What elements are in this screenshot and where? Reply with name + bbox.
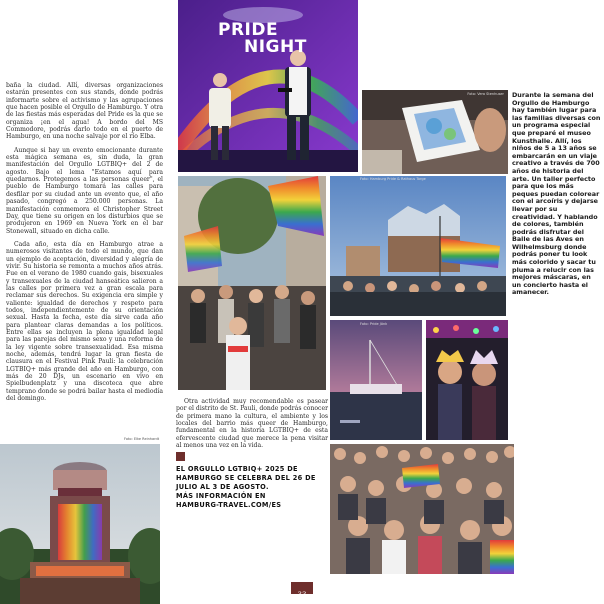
elbphil-illustration [330,176,506,316]
article-paragraph-2: Aunque si hay un evento emocionante durante esta mágica semana es, sin duda, la gran manifestación del Orgullo LGTBIQ+ del 2 de agosto. Bajo el lema "Estamos aquí para quedarnos. Protegemos a las personas queer", el pueblo de Hamburgo tomará las calles para desfilar por su ciudad ante un evento que, el año pasado, congregó a 250.000 personas. La manifestación conmemora el Christopher Street Day, que tiene su origen en los disturbios que se produjeron en 1969 en Nueva York en el bar Stonewall, situado en dicha calle. [6,146,163,235]
crowd-illustration [330,444,514,574]
photo-credit-kunsthalle: Foto: Vera Stenhuser [467,92,504,96]
pride-night-sign [218,22,328,56]
page-number-box [291,582,313,599]
article-left-column [6,82,163,430]
info-box-accent-square [176,452,185,461]
article-paragraph-1: baña la ciudad. Allí, diversas organizaciones estarán presentes con sus stands, donde podrás informarte sobre el activismo y las agrupaciones que hacen posible el Orgullo de Hamburgo. Y otra de las fiestas más esperadas del Pride es la que se organiza ¡en el agua! A bordo del MS Commodore, podrás darlo todo en el puerto de Hamburgo, en una noche salvaje por el río Elba. [6,82,163,141]
pride-night-sign-line2: NIGHT [244,37,307,57]
info-box-line-3: JULIO AL 3 DE AGOSTO. [176,483,269,491]
info-box-line-1: EL ORGULLO LGTBIQ+ 2025 DE [176,465,298,473]
middle-text: Otra actividad muy recomendable es pasear por el distrito de St. Pauli, donde podrás conocer de primera mano la cultura, el ambiente y los locales del barrio más queer de Hamburgo, fundamental en la historia LGTBIQ+ de esta efervescente ciudad que merece la pena visitar al menos una vez en la vida. [176,398,328,450]
photo-credit-elbphil: Foto: Hamburg Pride & Rathaus Torge [360,177,426,181]
photo-credit-river: Foto: Pride Jönk [360,322,388,326]
info-box-line-4: MÁS INFORMACIÓN EN [176,492,266,500]
crowd-photo [330,444,514,574]
parade-illustration [178,176,326,390]
info-box [176,452,328,510]
info-box-line-5: HAMBURG-TRAVEL.COM/ES [176,501,282,509]
craft-illustration [362,90,508,174]
kunsthalle-craft-photo [362,90,508,174]
sidebar-text: Durante la semana del Orgullo de Hamburgo hay también lugar para las familias diversas con un programa especial que preparé el museo Kunsthalle. Allí, los niños de 5 a 13 años se embarcarán en un viaje creativo a través de 700 años de historia del arte. Un taller perfecto para que los más peques puedan colorear con el arcoíris y dejarse llevar por su creatividad. Y hablando de colores, también podrás disfrutar del Baile de las Aves en Wilhelmsburg donde podrás poner tu look más colorido y sacar tu pluma a relucir con las mejores máscaras, en un concierto hasta el amanecer. [512,91,601,297]
river-boat-photo [330,320,422,440]
article-paragraph-3: Cada año, esta día en Hamburgo atrae a numerosos visitantes de todo el mundo, que dan un ejemplo de aceptación, diversidad y alegría de vivir. Su historia se remonta a muchos años atrás. Fue en el verano de 1980 cuando gais, bisexuales y transexuales de la ciudad hanseática salieron a las calles por primera vez a gran escala para reclamar sus derechos. Su exigencia era simple y valiente: igualdad de derechos y respeto para todos, independientemente de su orientación sexual. Hasta la fecha, este día sirve cada año para plantear claras demandas a los políticos. Entre ellas se incluyen la plena igualdad legal para las parejas del mismo sexo y una reforma de la ley vigente sobre transexualidad. Esa misma noche, además, tendrá lugar la gran fiesta de clausura en el Festival Pink Pauli: la celebración LGTBIQ+ más grande del año en Hamburgo, con más de 20 DJs, un escenario en vivo en Spielbudenplatz y una discoteca que abre temprano donde se podrá bailar hasta el mediodía del domingo. [6,240,163,403]
planetarium-illustration [0,444,160,604]
info-box-line-2: HAMBURGO SE CELEBRA DEL 26 DE [176,474,316,482]
river-illustration [330,320,422,440]
party-illustration [426,320,508,440]
parade-street-photo [178,176,326,390]
photo-credit-planetarium-label: Foto: Elke Reinhardt [124,437,160,441]
pride-night-sign-line1: PRIDE [218,20,279,40]
mask-party-photo [426,320,508,440]
page-number: 33 [297,591,307,599]
pride-night-stage-photo [178,0,358,172]
elbphilharmonie-photo [330,176,506,316]
planetarium-photo [0,444,160,604]
